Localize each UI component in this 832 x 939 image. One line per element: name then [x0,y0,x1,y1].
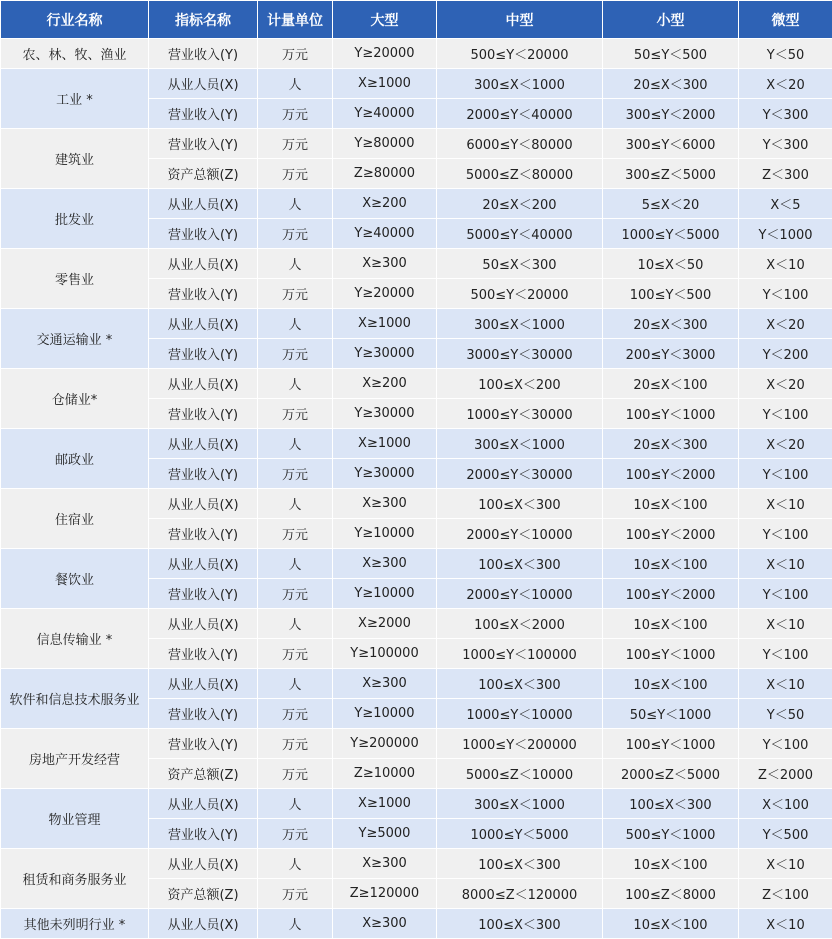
table-row [1,69,832,99]
indicator-cell: 从业人员(X) [149,249,258,279]
large-cell: X≥300 [333,249,437,279]
micro-cell: Y＜1000 [739,219,832,249]
micro-cell: Y＜200 [739,339,832,369]
header-indicator: 指标名称 [149,1,258,39]
medium-cell: 2000≤Y＜40000 [437,99,603,129]
medium-cell: 500≤Y＜20000 [437,39,603,69]
table-row [1,39,832,69]
micro-cell: Y＜100 [739,519,832,549]
medium-cell: 500≤Y＜20000 [437,279,603,309]
unit-cell: 万元 [258,729,333,759]
micro-cell: X＜5 [739,189,832,219]
large-cell: X≥200 [333,369,437,399]
large-cell: X≥300 [333,489,437,519]
large-cell: Y≥10000 [333,699,437,729]
table-row [1,609,832,639]
indicator-cell: 营业收入(Y) [149,729,258,759]
micro-cell: X＜10 [739,609,832,639]
header-small: 小型 [603,1,739,39]
indicator-cell: 营业收入(Y) [149,819,258,849]
indicator-cell: 资产总额(Z) [149,159,258,189]
indicator-cell: 营业收入(Y) [149,339,258,369]
unit-cell: 万元 [258,219,333,249]
micro-cell: X＜20 [739,309,832,339]
micro-cell: Y＜100 [739,279,832,309]
large-cell: Y≥30000 [333,339,437,369]
table-row [1,669,832,699]
unit-cell: 万元 [258,579,333,609]
medium-cell: 300≤X＜1000 [437,789,603,819]
unit-cell: 人 [258,189,333,219]
unit-cell: 万元 [258,519,333,549]
table-row [1,489,832,519]
unit-cell: 人 [258,909,333,939]
unit-cell: 人 [258,849,333,879]
header-micro: 微型 [739,1,832,39]
large-cell: X≥1000 [333,429,437,459]
large-cell: Y≥100000 [333,639,437,669]
medium-cell: 3000≤Y＜30000 [437,339,603,369]
medium-cell: 5000≤Z＜80000 [437,159,603,189]
small-cell: 10≤X＜100 [603,669,739,699]
medium-cell: 300≤X＜1000 [437,429,603,459]
medium-cell: 50≤X＜300 [437,249,603,279]
table-row [1,789,832,819]
large-cell: X≥300 [333,549,437,579]
table-row [1,549,832,579]
small-cell: 2000≤Z＜5000 [603,759,739,789]
unit-cell: 人 [258,369,333,399]
industry-name-cell: 零售业 [1,249,149,309]
unit-cell: 万元 [258,699,333,729]
large-cell: Y≥10000 [333,519,437,549]
table-row [1,729,832,759]
indicator-cell: 从业人员(X) [149,369,258,399]
unit-cell: 万元 [258,339,333,369]
industry-name-cell: 房地产开发经营 [1,729,149,789]
industry-name-cell: 邮政业 [1,429,149,489]
large-cell: Y≥20000 [333,279,437,309]
small-cell: 10≤X＜100 [603,549,739,579]
table-row [1,309,832,339]
medium-cell: 300≤X＜1000 [437,309,603,339]
indicator-cell: 营业收入(Y) [149,519,258,549]
unit-cell: 万元 [258,129,333,159]
micro-cell: Y＜300 [739,129,832,159]
large-cell: Y≥30000 [333,459,437,489]
medium-cell: 1000≤Y＜200000 [437,729,603,759]
large-cell: X≥1000 [333,69,437,99]
small-cell: 100≤Y＜1000 [603,639,739,669]
micro-cell: X＜10 [739,549,832,579]
unit-cell: 人 [258,609,333,639]
large-cell: Z≥80000 [333,159,437,189]
medium-cell: 100≤X＜300 [437,669,603,699]
table-row [1,849,832,879]
micro-cell: X＜20 [739,69,832,99]
small-cell: 100≤Z＜8000 [603,879,739,909]
micro-cell: X＜10 [739,249,832,279]
industry-name-cell: 软件和信息技术服务业 [1,669,149,729]
unit-cell: 人 [258,429,333,459]
industry-name-cell: 住宿业 [1,489,149,549]
micro-cell: X＜20 [739,369,832,399]
small-cell: 10≤X＜100 [603,849,739,879]
unit-cell: 万元 [258,399,333,429]
unit-cell: 人 [258,489,333,519]
indicator-cell: 营业收入(Y) [149,639,258,669]
indicator-cell: 从业人员(X) [149,609,258,639]
micro-cell: Z＜300 [739,159,832,189]
small-cell: 300≤Y＜2000 [603,99,739,129]
table-row [1,429,832,459]
large-cell: X≥300 [333,849,437,879]
indicator-cell: 从业人员(X) [149,189,258,219]
large-cell: Y≥20000 [333,39,437,69]
indicator-cell: 营业收入(Y) [149,279,258,309]
indicator-cell: 从业人员(X) [149,789,258,819]
medium-cell: 2000≤Y＜10000 [437,519,603,549]
micro-cell: X＜10 [739,669,832,699]
large-cell: Y≥80000 [333,129,437,159]
large-cell: Y≥5000 [333,819,437,849]
unit-cell: 万元 [258,879,333,909]
unit-cell: 人 [258,549,333,579]
table-row [1,189,832,219]
large-cell: Z≥120000 [333,879,437,909]
unit-cell: 万元 [258,819,333,849]
header-industry: 行业名称 [1,1,149,39]
unit-cell: 人 [258,69,333,99]
small-cell: 100≤Y＜2000 [603,519,739,549]
indicator-cell: 营业收入(Y) [149,99,258,129]
unit-cell: 人 [258,249,333,279]
large-cell: Y≥40000 [333,219,437,249]
indicator-cell: 营业收入(Y) [149,129,258,159]
header-unit: 计量单位 [258,1,333,39]
small-cell: 100≤Y＜1000 [603,729,739,759]
indicator-cell: 从业人员(X) [149,849,258,879]
indicator-cell: 营业收入(Y) [149,699,258,729]
small-cell: 20≤X＜100 [603,369,739,399]
large-cell: X≥300 [333,669,437,699]
industry-name-cell: 农、林、牧、渔业 [1,39,149,69]
medium-cell: 300≤X＜1000 [437,69,603,99]
industry-name-cell: 物业管理 [1,789,149,849]
micro-cell: Z＜100 [739,879,832,909]
small-cell: 100≤Y＜1000 [603,399,739,429]
industry-name-cell: 租赁和商务服务业 [1,849,149,909]
industry-name-cell: 餐饮业 [1,549,149,609]
micro-cell: Y＜100 [739,579,832,609]
large-cell: X≥300 [333,909,437,939]
micro-cell: X＜100 [739,789,832,819]
medium-cell: 6000≤Y＜80000 [437,129,603,159]
small-cell: 10≤X＜50 [603,249,739,279]
indicator-cell: 从业人员(X) [149,909,258,939]
small-cell: 200≤Y＜3000 [603,339,739,369]
small-cell: 300≤Z＜5000 [603,159,739,189]
table-header [1,1,832,39]
small-cell: 100≤Y＜2000 [603,459,739,489]
large-cell: X≥1000 [333,789,437,819]
large-cell: Y≥40000 [333,99,437,129]
indicator-cell: 营业收入(Y) [149,39,258,69]
indicator-cell: 从业人员(X) [149,669,258,699]
small-cell: 5≤X＜20 [603,189,739,219]
medium-cell: 2000≤Y＜10000 [437,579,603,609]
small-cell: 50≤Y＜1000 [603,699,739,729]
table-row [1,909,832,939]
unit-cell: 人 [258,669,333,699]
industry-name-cell: 交通运输业 * [1,309,149,369]
industry-name-cell: 建筑业 [1,129,149,189]
large-cell: X≥200 [333,189,437,219]
unit-cell: 万元 [258,159,333,189]
table-row [1,369,832,399]
header-row [1,1,832,39]
micro-cell: Z＜2000 [739,759,832,789]
indicator-cell: 从业人员(X) [149,549,258,579]
large-cell: Z≥10000 [333,759,437,789]
medium-cell: 5000≤Y＜40000 [437,219,603,249]
unit-cell: 万元 [258,759,333,789]
small-cell: 100≤Y＜2000 [603,579,739,609]
medium-cell: 1000≤Y＜5000 [437,819,603,849]
medium-cell: 100≤X＜300 [437,849,603,879]
indicator-cell: 营业收入(Y) [149,219,258,249]
large-cell: Y≥10000 [333,579,437,609]
micro-cell: Y＜500 [739,819,832,849]
small-cell: 10≤X＜100 [603,609,739,639]
industry-name-cell: 信息传输业 * [1,609,149,669]
micro-cell: X＜10 [739,849,832,879]
micro-cell: X＜20 [739,429,832,459]
medium-cell: 2000≤Y＜30000 [437,459,603,489]
unit-cell: 万元 [258,99,333,129]
micro-cell: Y＜100 [739,639,832,669]
small-cell: 20≤X＜300 [603,429,739,459]
industry-name-cell: 批发业 [1,189,149,249]
medium-cell: 100≤X＜300 [437,909,603,939]
medium-cell: 1000≤Y＜30000 [437,399,603,429]
small-cell: 100≤Y＜500 [603,279,739,309]
small-cell: 10≤X＜100 [603,489,739,519]
large-cell: Y≥30000 [333,399,437,429]
unit-cell: 万元 [258,39,333,69]
indicator-cell: 营业收入(Y) [149,459,258,489]
table-row [1,249,832,279]
micro-cell: Y＜300 [739,99,832,129]
indicator-cell: 营业收入(Y) [149,399,258,429]
medium-cell: 8000≤Z＜120000 [437,879,603,909]
small-cell: 100≤X＜300 [603,789,739,819]
indicator-cell: 资产总额(Z) [149,759,258,789]
industry-name-cell: 其他未列明行业 * [1,909,149,939]
micro-cell: Y＜100 [739,729,832,759]
industry-name-cell: 工业 * [1,69,149,129]
large-cell: Y≥200000 [333,729,437,759]
small-cell: 1000≤Y＜5000 [603,219,739,249]
medium-cell: 100≤X＜200 [437,369,603,399]
small-cell: 500≤Y＜1000 [603,819,739,849]
large-cell: X≥1000 [333,309,437,339]
header-medium: 中型 [437,1,603,39]
unit-cell: 人 [258,789,333,819]
indicator-cell: 营业收入(Y) [149,579,258,609]
small-cell: 10≤X＜100 [603,909,739,939]
medium-cell: 5000≤Z＜10000 [437,759,603,789]
table-row [1,129,832,159]
small-cell: 300≤Y＜6000 [603,129,739,159]
indicator-cell: 从业人员(X) [149,309,258,339]
small-cell: 50≤Y＜500 [603,39,739,69]
indicator-cell: 资产总额(Z) [149,879,258,909]
small-cell: 20≤X＜300 [603,309,739,339]
indicator-cell: 从业人员(X) [149,489,258,519]
medium-cell: 100≤X＜300 [437,549,603,579]
medium-cell: 100≤X＜300 [437,489,603,519]
medium-cell: 100≤X＜2000 [437,609,603,639]
micro-cell: Y＜100 [739,459,832,489]
micro-cell: X＜10 [739,489,832,519]
table-body [1,39,832,939]
unit-cell: 万元 [258,279,333,309]
indicator-cell: 从业人员(X) [149,429,258,459]
unit-cell: 万元 [258,459,333,489]
header-large: 大型 [333,1,437,39]
unit-cell: 人 [258,309,333,339]
micro-cell: Y＜100 [739,399,832,429]
medium-cell: 1000≤Y＜100000 [437,639,603,669]
indicator-cell: 从业人员(X) [149,69,258,99]
industry-name-cell: 仓储业* [1,369,149,429]
micro-cell: Y＜50 [739,699,832,729]
medium-cell: 1000≤Y＜10000 [437,699,603,729]
medium-cell: 20≤X＜200 [437,189,603,219]
large-cell: X≥2000 [333,609,437,639]
micro-cell: X＜10 [739,909,832,939]
micro-cell: Y＜50 [739,39,832,69]
unit-cell: 万元 [258,639,333,669]
small-cell: 20≤X＜300 [603,69,739,99]
